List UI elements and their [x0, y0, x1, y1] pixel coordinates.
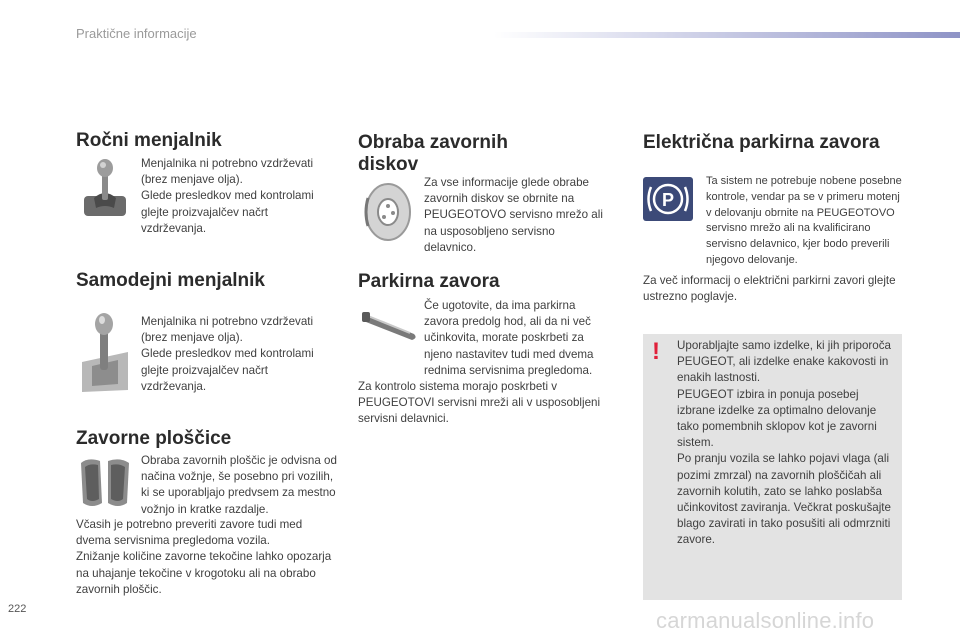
heading-parking-brake: Parkirna zavora [358, 271, 500, 292]
brake-pads-text: Obraba zavornih ploščic je odvisna od načina vožnje, še posebno pri vozilih, ki se uporabljajo predvsem za mestno vožnjo in kratke razdalje. [141, 454, 337, 516]
watermark: carmanualsonline.info [656, 608, 875, 633]
notice-text: Uporabljajte samo izdelke, ki jih priporoča PEUGEOT, ali izdelke enake kakovosti in enakih lastnosti. PEUGEOT izbira in ponuja posebej izbrane izdelke za optimalno delovanje tako pomembnih sklopov kot je zavorni sistem. Po pranju vozila se lahko pojavi vlaga (ali pozimi zmrzal) na zavornih ploščičah ali zavornih kolutih, zato se lahko poslabša učinkovitost zaviranja. Večkrat poskušajte blago zavirati in tako posušiti ali odmrzniti zavore. [677, 339, 891, 547]
exclamation-icon: ! [652, 338, 660, 365]
svg-text:P: P [661, 190, 675, 210]
parking-brake-p-icon [643, 177, 693, 221]
header-decor-bar [494, 32, 960, 38]
brake-pads-icon [78, 455, 132, 511]
page-number: 222 [8, 603, 27, 615]
manual-gear-lever-icon [80, 158, 130, 218]
parking-brake-text-2: Za kontrolo sistema morajo poskrbeti v PEUGEOTOVI servisni mreži ali v usposobljeni servisni delavnici. [358, 380, 601, 426]
electric-parking-brake-text-2: Za več informacij o električni parkirni zavori glejte ustrezno poglavje. [643, 274, 896, 304]
heading-brake-discs: Obraba zavornih diskov [358, 132, 508, 175]
brake-disc-icon [360, 180, 414, 244]
warning-notice-box [643, 334, 902, 600]
parking-brake-text: Če ugotovite, da ima parkirna zavora predolg hod, ali da ni več učinkovita, morate poskrbeti za njeno nastavitev tudi med dvema rednima servisnima pregledoma. [424, 299, 594, 377]
heading-electric-parking-brake: Električna parkirna zavora [643, 132, 880, 153]
brake-pads-text-2: Včasih je potrebno preveriti zavore tudi med dvema servisnima pregledoma vozila. Znižanje količine zavorne tekočine lahko opozarja na uhajanje tekočine v krogotoku ali na obrabo zavornih ploščic. [76, 518, 332, 596]
electric-parking-brake-text: Ta sistem ne potrebuje nobene posebne kontrole, vendar pa se v primeru motenj v delovanju obrnite na PEUGEOTOVO servisno mrežo ali na kvalificirano servisno delavnico, kjer bodo preverili njegovo delovanje. [706, 175, 902, 266]
page-header-title: Praktične informacije [76, 26, 197, 41]
manual-gearbox-text: Menjalnika ni potrebno vzdrževati (brez menjave olja). Glede presledkov med kontrolami glejte proizvajalčev načrt vzdrževanja. [141, 157, 314, 235]
automatic-gear-selector-icon [78, 312, 132, 394]
automatic-gearbox-text: Menjalnika ni potrebno vzdrževati (brez menjave olja). Glede presledkov med kontrolami glejte proizvajalčev načrt vzdrževanja. [141, 315, 314, 393]
brake-discs-text: Za vse informacije glede obrabe zavornih diskov se obrnite na PEUGEOTOVO servisno mrežo ali na usposobljeno servisno delavnico. [424, 176, 603, 254]
heading-automatic-gearbox: Samodejni menjalnik [76, 270, 265, 291]
heading-brake-pads: Zavorne ploščice [76, 428, 232, 449]
handbrake-lever-icon [360, 308, 420, 342]
heading-manual-gearbox: Ročni menjalnik [76, 130, 222, 151]
